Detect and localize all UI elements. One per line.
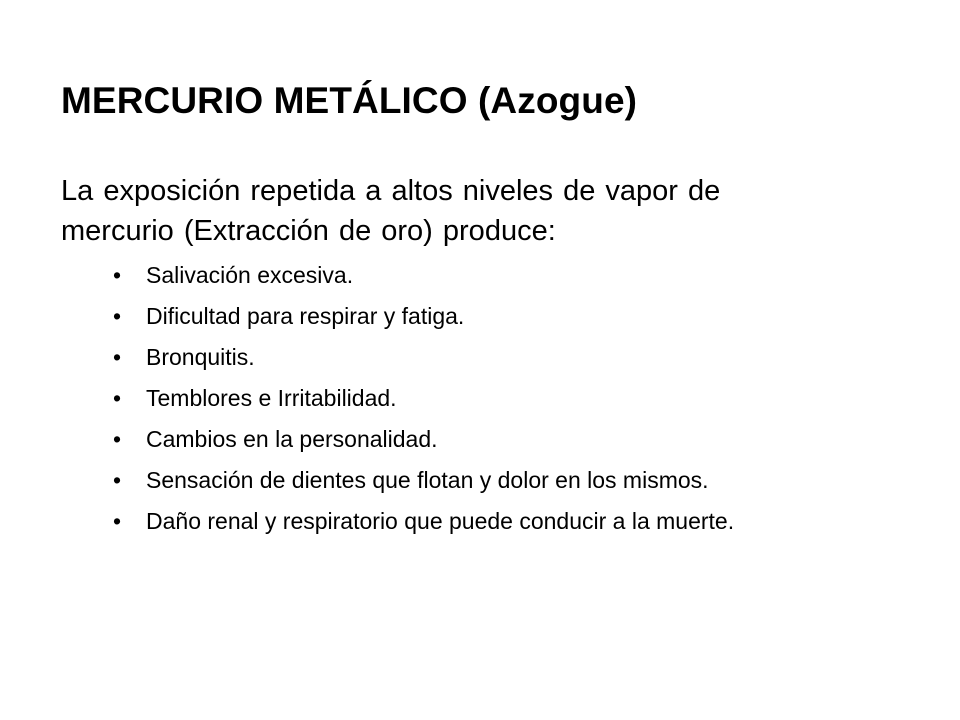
- bullet-text: Sensación de dientes que flotan y dolor en los mismos.: [146, 467, 709, 493]
- bullet-item: [113, 385, 858, 412]
- bullet-item: [113, 344, 858, 371]
- bullet-list: [113, 262, 858, 535]
- bullet-text: Cambios en la personalidad.: [146, 426, 438, 452]
- bullet-icon: •: [113, 303, 122, 329]
- slide-title: MERCURIO METÁLICO (Azogue): [61, 80, 638, 121]
- bullet-item: [113, 303, 858, 330]
- bullet-item: [113, 508, 858, 535]
- bullet-icon: •: [113, 385, 122, 411]
- bullet-item: [113, 426, 858, 453]
- bullet-icon: •: [113, 262, 122, 288]
- bullet-text: Dificultad para respirar y fatiga.: [146, 303, 465, 329]
- bullet-icon: •: [113, 426, 122, 452]
- bullet-text: Daño renal y respiratorio que puede conducir a la muerte.: [146, 508, 735, 534]
- bullet-icon: •: [113, 508, 122, 534]
- bullet-item: [113, 467, 858, 494]
- bullet-text: Bronquitis.: [146, 344, 255, 370]
- bullet-text: Salivación excesiva.: [146, 262, 354, 288]
- bullet-item: [113, 262, 858, 289]
- bullet-icon: •: [113, 344, 122, 370]
- bullet-text: Temblores e Irritabilidad.: [146, 385, 397, 411]
- bullet-icon: •: [113, 467, 122, 493]
- intro-paragraph: La exposición repetida a altos niveles de vapor de mercurio (Extracción de oro) produce:: [61, 175, 721, 247]
